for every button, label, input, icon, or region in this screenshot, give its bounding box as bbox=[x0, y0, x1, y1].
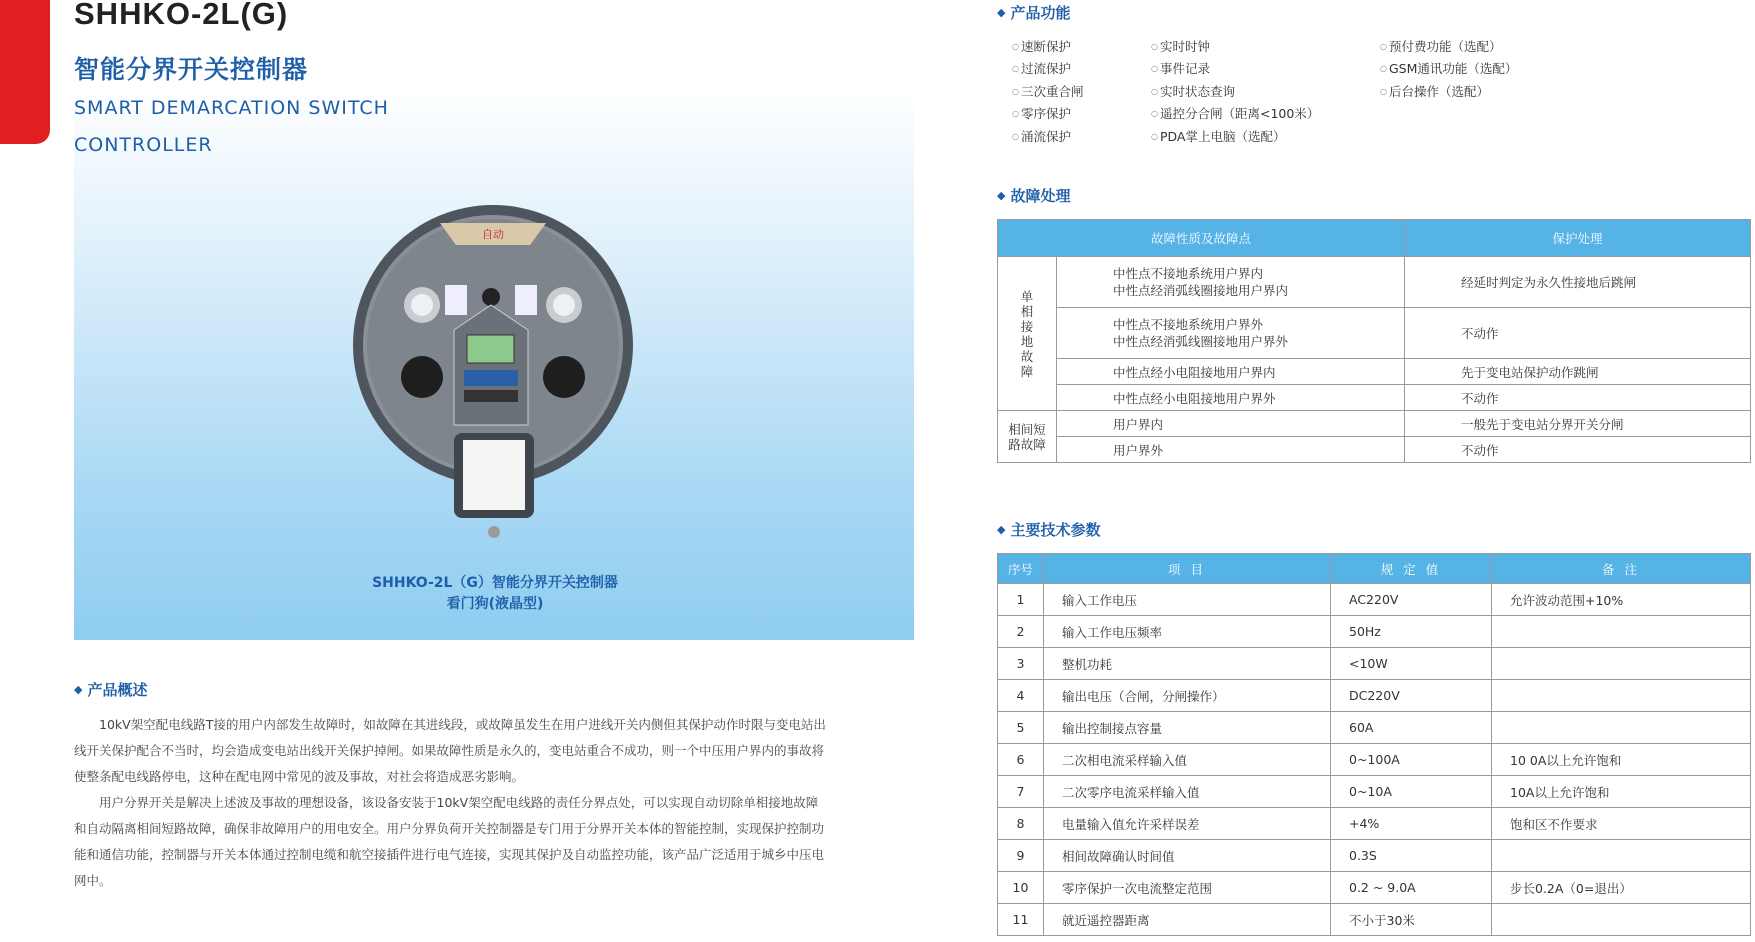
table-row bbox=[998, 584, 1751, 616]
product-title-en bbox=[74, 90, 389, 164]
param-cell: 输入工作电压频率 bbox=[1044, 616, 1331, 648]
fault-action: 不动作 bbox=[1405, 385, 1751, 411]
param-cell: 2 bbox=[998, 616, 1044, 648]
overview-paragraph-2: 用户分界开关是解决上述波及事故的理想设备，该设备安装于10kV架空配电线路的责任分界点处，可以实现自动切除单相接地故障和自动隔离相间短路故障，确保非故障用户的用电安全。用户分界负荷开关控制器是专门用于分界开关本体的智能控制，实现保护控制功能和通信功能，控制器与开关本体通过控制电缆和航空接插件进行电气连接，实现其保护及自动监控功能，该产品广泛适用于城乡中压电网中。 bbox=[74, 795, 825, 888]
title-en-line2: CONTROLLER bbox=[74, 134, 213, 156]
group-phase-short: 相间短路故障 bbox=[998, 411, 1057, 463]
header-index: 序号 bbox=[998, 554, 1044, 584]
fault-point: 用户界外 bbox=[1057, 437, 1405, 463]
table-row bbox=[998, 616, 1751, 648]
param-cell: 6 bbox=[998, 744, 1044, 776]
controller-device-image bbox=[350, 205, 640, 549]
feature-item: ○ 事件记录 bbox=[1151, 61, 1210, 76]
table-row bbox=[998, 308, 1751, 359]
red-accent-tab bbox=[0, 0, 50, 144]
param-cell: 7 bbox=[998, 776, 1044, 808]
param-cell: 4 bbox=[998, 680, 1044, 712]
feature-item: ○ 遥控分合闸（距离<100米） bbox=[1151, 106, 1320, 121]
feature-item: ○ 速断保护 bbox=[1012, 39, 1071, 54]
param-cell: 10A以上允许饱和 bbox=[1492, 776, 1751, 808]
fault-heading: ◆ 故障处理 bbox=[997, 187, 1071, 205]
feature-item: ○ 零序保护 bbox=[1012, 106, 1071, 121]
header-protection: 保护处理 bbox=[1405, 220, 1751, 257]
param-cell: 输出电压（合闸，分闸操作） bbox=[1044, 680, 1331, 712]
param-cell: 0.3S bbox=[1331, 840, 1492, 872]
features-heading: ◆ 产品功能 bbox=[997, 4, 1071, 22]
table-row bbox=[998, 385, 1751, 411]
param-cell: 步长0.2A（0=退出） bbox=[1492, 872, 1751, 904]
param-cell: 不小于30米 bbox=[1331, 904, 1492, 936]
param-cell bbox=[1492, 712, 1751, 744]
param-cell: 8 bbox=[998, 808, 1044, 840]
table-row bbox=[998, 359, 1751, 385]
header-item: 项 目 bbox=[1044, 554, 1331, 584]
table-row bbox=[998, 437, 1751, 463]
auto-label: 自动 bbox=[482, 228, 504, 241]
fault-action: 不动作 bbox=[1405, 308, 1751, 359]
param-cell bbox=[1492, 840, 1751, 872]
feature-item: ○ 后台操作（选配） bbox=[1380, 84, 1489, 99]
param-cell: 11 bbox=[998, 904, 1044, 936]
param-cell bbox=[1492, 680, 1751, 712]
table-row bbox=[998, 808, 1751, 840]
model-number: SHHKO-2L(G) bbox=[74, 0, 289, 31]
param-cell: +4% bbox=[1331, 808, 1492, 840]
feature-item: ○ PDA掌上电脑（选配） bbox=[1151, 129, 1286, 144]
product-title-cn: 智能分界开关控制器 bbox=[74, 55, 309, 84]
table-row bbox=[998, 411, 1751, 437]
feature-item: ○ 实时时钟 bbox=[1151, 39, 1210, 54]
params-table bbox=[997, 553, 1751, 936]
param-cell: 5 bbox=[998, 712, 1044, 744]
param-cell bbox=[1492, 904, 1751, 936]
param-cell: 零序保护一次电流整定范围 bbox=[1044, 872, 1331, 904]
title-en-line1: SMART DEMARCATION SWITCH bbox=[74, 97, 389, 119]
table-row bbox=[998, 680, 1751, 712]
param-cell: 整机功耗 bbox=[1044, 648, 1331, 680]
param-cell: 输入工作电压 bbox=[1044, 584, 1331, 616]
fault-point: 用户界内 bbox=[1057, 411, 1405, 437]
feature-item: ○ GSM通讯功能（选配） bbox=[1380, 61, 1518, 76]
header-value: 规 定 值 bbox=[1331, 554, 1492, 584]
fault-action: 经延时判定为永久性接地后跳闸 bbox=[1405, 257, 1751, 308]
param-cell: 电量输入值允许采样误差 bbox=[1044, 808, 1331, 840]
fault-point: 中性点不接地系统用户界内 中性点经消弧线圈接地用户界内 bbox=[1057, 257, 1405, 308]
overview-text bbox=[74, 712, 829, 894]
table-row bbox=[998, 257, 1751, 308]
table-header-row bbox=[998, 554, 1751, 584]
param-cell: 相间故障确认时间值 bbox=[1044, 840, 1331, 872]
feature-item: ○ 实时状态查询 bbox=[1151, 84, 1235, 99]
param-cell: 允许波动范围+10% bbox=[1492, 584, 1751, 616]
fault-table bbox=[997, 219, 1751, 463]
caption-line2: 看门狗(液晶型) bbox=[446, 596, 544, 612]
table-header-row bbox=[998, 220, 1751, 257]
param-cell: 就近遥控器距离 bbox=[1044, 904, 1331, 936]
param-cell: 1 bbox=[998, 584, 1044, 616]
fault-action: 先于变电站保护动作跳闸 bbox=[1405, 359, 1751, 385]
param-cell: 10 0A以上允许饱和 bbox=[1492, 744, 1751, 776]
param-cell: 10 bbox=[998, 872, 1044, 904]
feature-item: ○ 过流保护 bbox=[1012, 61, 1071, 76]
overview-paragraph-1: 10kV架空配电线路T接的用户内部发生故障时，如故障在其进线段，或故障虽发生在用户进线开关内侧但其保护动作时限与变电站出线开关保护配合不当时，均会造成变电站出线开关保护掉闸。如果故障性质是永久的，变电站重合不成功，则一个中压用户界内的事故将使整条配电线路停电，这种在配电网中常见的波及事故，对社会将造成恶劣影响。 bbox=[74, 717, 826, 784]
device-caption bbox=[280, 573, 710, 615]
feature-item: ○ 三次重合闸 bbox=[1012, 84, 1084, 99]
header-note: 备 注 bbox=[1492, 554, 1751, 584]
table-row bbox=[998, 648, 1751, 680]
feature-item: ○ 预付费功能（选配） bbox=[1380, 39, 1502, 54]
params-heading: ◆ 主要技术参数 bbox=[997, 521, 1101, 539]
table-row bbox=[998, 840, 1751, 872]
param-cell: 0~10A bbox=[1331, 776, 1492, 808]
param-cell: 3 bbox=[998, 648, 1044, 680]
param-cell bbox=[1492, 648, 1751, 680]
fault-point: 中性点经小电阻接地用户界内 bbox=[1057, 359, 1405, 385]
param-cell bbox=[1492, 616, 1751, 648]
table-row bbox=[998, 712, 1751, 744]
fault-action: 一般先于变电站分界开关分闸 bbox=[1405, 411, 1751, 437]
param-cell: 输出控制接点容量 bbox=[1044, 712, 1331, 744]
param-cell: 二次零序电流采样输入值 bbox=[1044, 776, 1331, 808]
param-cell: DC220V bbox=[1331, 680, 1492, 712]
table-row bbox=[998, 744, 1751, 776]
param-cell: 50Hz bbox=[1331, 616, 1492, 648]
param-cell: 60A bbox=[1331, 712, 1492, 744]
feature-item: ○ 涌流保护 bbox=[1012, 129, 1071, 144]
fault-point: 中性点经小电阻接地用户界外 bbox=[1057, 385, 1405, 411]
table-row bbox=[998, 872, 1751, 904]
header-fault-nature: 故障性质及故障点 bbox=[998, 220, 1405, 257]
table-row bbox=[998, 904, 1751, 936]
param-cell: 二次相电流采样输入值 bbox=[1044, 744, 1331, 776]
param-cell: 饱和区不作要求 bbox=[1492, 808, 1751, 840]
table-row bbox=[998, 776, 1751, 808]
group-single-phase: 单相接地故障 bbox=[998, 257, 1057, 411]
overview-heading: ◆ 产品概述 bbox=[74, 681, 148, 699]
param-cell: <10W bbox=[1331, 648, 1492, 680]
fault-point: 中性点不接地系统用户界外 中性点经消弧线圈接地用户界外 bbox=[1057, 308, 1405, 359]
param-cell: 0~100A bbox=[1331, 744, 1492, 776]
features-list bbox=[1012, 37, 1712, 152]
caption-line1: SHHKO-2L（G）智能分界开关控制器 bbox=[372, 575, 618, 591]
param-cell: 9 bbox=[998, 840, 1044, 872]
fault-action: 不动作 bbox=[1405, 437, 1751, 463]
param-cell: AC220V bbox=[1331, 584, 1492, 616]
param-cell: 0.2 ~ 9.0A bbox=[1331, 872, 1492, 904]
